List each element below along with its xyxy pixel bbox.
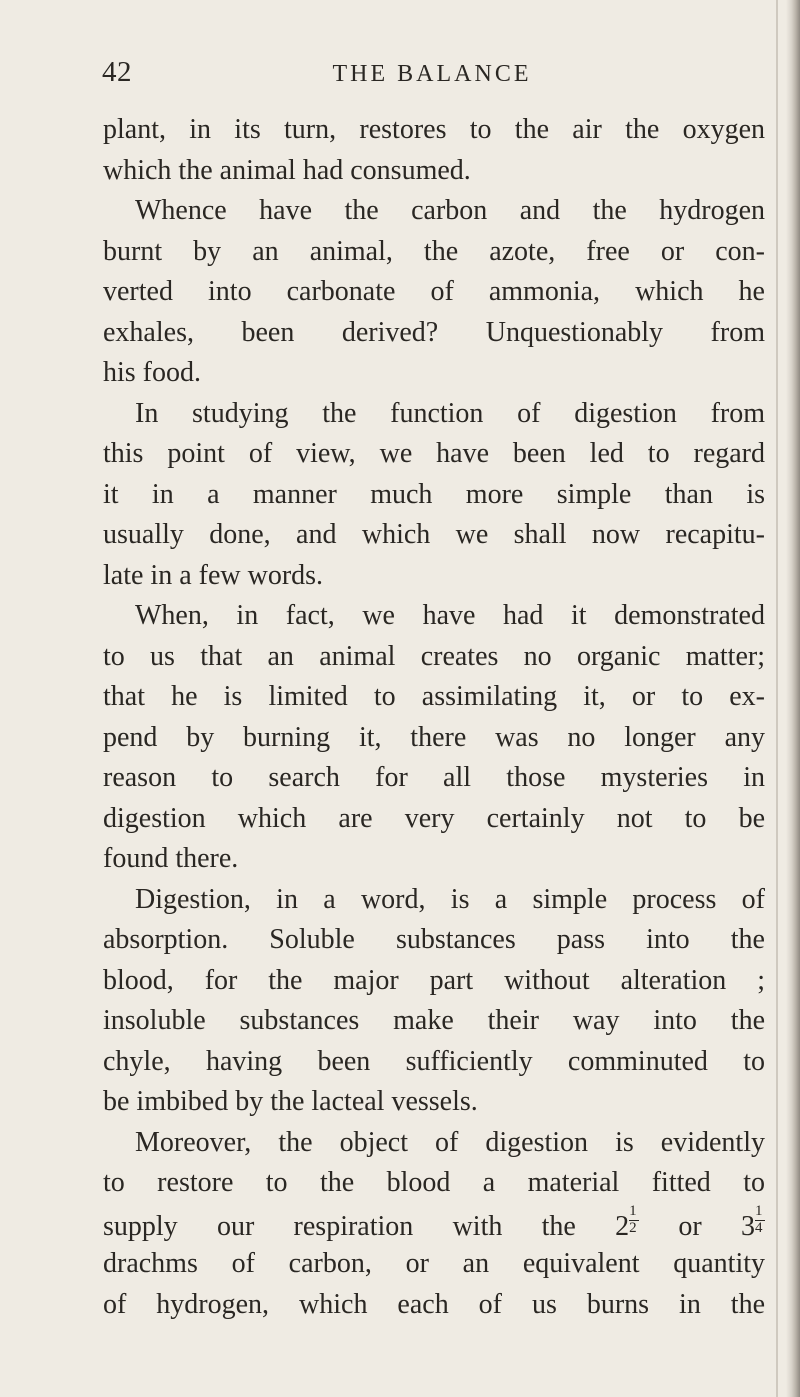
fraction-numerator: 1	[629, 1204, 639, 1221]
text-line: When, in fact, we have had it demonstrated	[135, 600, 765, 631]
text-line: to us that an animal creates no organic matter;	[103, 640, 765, 672]
text-line: Moreover, the object of digestion is evidently	[135, 1126, 765, 1158]
text-line: to restore to the blood a material fitted to	[103, 1167, 765, 1198]
page-edge	[786, 0, 800, 1397]
text-line: Digestion, in a word, is a simple process of	[135, 883, 765, 915]
text-line: of hydrogen, which each of us burns in the	[103, 1288, 765, 1320]
fraction-denominator: 2	[629, 1219, 637, 1236]
text-line: chyle, having been sufficiently comminuted to	[103, 1045, 765, 1077]
text-line: which the animal had consumed.	[103, 154, 471, 186]
fraction-line-middle: or 3	[639, 1210, 755, 1242]
text-line: usually done, and which we shall now recapitu-	[103, 519, 765, 550]
text-line: his food.	[103, 357, 201, 388]
text-line: verted into carbonate of ammonia, which he	[103, 276, 765, 307]
text-line: In studying the function of digestion from	[135, 397, 765, 429]
text-line: pend by burning it, there was no longer any	[103, 721, 765, 753]
fraction-line-start: supply our respiration with the 2	[103, 1210, 630, 1242]
text-line: drachms of carbon, or an equivalent quantity	[103, 1248, 765, 1279]
page-edge-shadow	[776, 0, 778, 1397]
fraction-numerator: 1	[755, 1204, 765, 1221]
fraction-one-quarter	[755, 1204, 765, 1236]
text-line: that he is limited to assimilating it, or to ex-	[103, 681, 765, 712]
text-line: plant, in its turn, restores to the air the oxygen	[103, 114, 765, 145]
text-line: late in a few words.	[103, 559, 324, 591]
text-line: reason to search for all those mysteries in	[103, 762, 765, 793]
text-line: blood, for the major part without alteration ;	[103, 964, 765, 996]
text-line: Whence have the carbon and the hydrogen	[135, 195, 765, 226]
fraction-one-half	[629, 1204, 639, 1236]
body-text	[103, 110, 765, 1325]
text-line: digestion which are very certainly not to be	[103, 802, 765, 834]
text-line: insoluble substances make their way into the	[103, 1005, 765, 1036]
text-line: it in a manner much more simple than is	[103, 478, 765, 510]
page-number: 42	[102, 56, 132, 88]
text-line: exhales, been derived? Unquestionably from	[103, 316, 765, 348]
text-line-with-fractions	[103, 1204, 765, 1245]
text-line: found there.	[103, 843, 239, 874]
text-line: be imbibed by the lacteal vessels.	[103, 1086, 478, 1117]
text-line: absorption. Soluble substances pass into the	[103, 924, 765, 955]
fraction-denominator: 4	[755, 1219, 763, 1236]
running-head: THE BALANCE	[332, 61, 532, 87]
text-line: burnt by an animal, the azote, free or con-	[103, 235, 765, 267]
text-line: this point of view, we have been led to regard	[103, 438, 765, 469]
page-header	[102, 54, 762, 94]
